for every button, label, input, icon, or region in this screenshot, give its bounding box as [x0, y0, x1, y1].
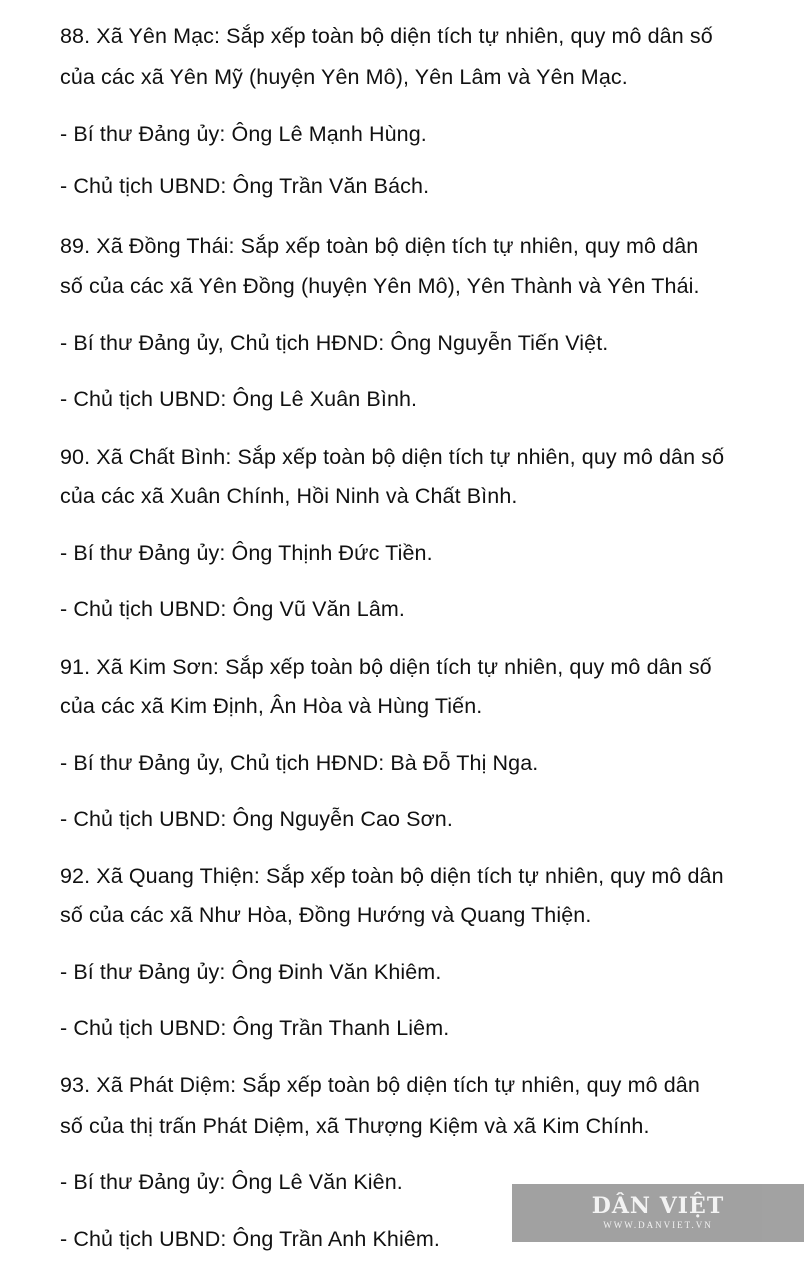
- text-line: của các xã Kim Định, Ân Hòa và Hùng Tiến.: [60, 694, 483, 718]
- text-line: - Chủ tịch UBND: Ông Lê Xuân Bình.: [60, 387, 418, 411]
- text-line: 92. Xã Quang Thiện: Sắp xếp toàn bộ diện tích tự nhiên, quy mô dân: [60, 864, 724, 888]
- text-line: - Chủ tịch UBND: Ông Vũ Văn Lâm.: [60, 597, 405, 621]
- text-line: 88. Xã Yên Mạc: Sắp xếp toàn bộ diện tích tự nhiên, quy mô dân số: [60, 24, 713, 48]
- text-line: - Chủ tịch UBND: Ông Nguyễn Cao Sơn.: [60, 807, 453, 831]
- text-line: số của các xã Yên Đồng (huyện Yên Mô), Yên Thành và Yên Thái.: [60, 274, 700, 298]
- text-line: của các xã Xuân Chính, Hồi Ninh và Chất Bình.: [60, 484, 518, 508]
- text-line: - Bí thư Đảng ủy, Chủ tịch HĐND: Ông Nguyễn Tiến Việt.: [60, 331, 609, 355]
- text-line: số của thị trấn Phát Diệm, xã Thượng Kiệm và xã Kim Chính.: [60, 1114, 650, 1138]
- watermark-url: WWW.DANVIET.VN: [603, 1220, 713, 1230]
- text-line: 91. Xã Kim Sơn: Sắp xếp toàn bộ diện tích tự nhiên, quy mô dân số: [60, 655, 712, 679]
- text-line: - Chủ tịch UBND: Ông Trần Văn Bách.: [60, 174, 430, 198]
- text-line: - Bí thư Đảng ủy: Ông Thịnh Đức Tiền.: [60, 541, 433, 565]
- text-line: 93. Xã Phát Diệm: Sắp xếp toàn bộ diện tích tự nhiên, quy mô dân: [60, 1073, 700, 1097]
- text-line: của các xã Yên Mỹ (huyện Yên Mô), Yên Lâm và Yên Mạc.: [60, 65, 628, 89]
- text-line: - Chủ tịch UBND: Ông Trần Thanh Liêm.: [60, 1016, 450, 1040]
- text-line: - Bí thư Đảng ủy, Chủ tịch HĐND: Bà Đỗ Thị Nga.: [60, 751, 539, 775]
- text-line: 89. Xã Đồng Thái: Sắp xếp toàn bộ diện tích tự nhiên, quy mô dân: [60, 234, 699, 258]
- watermark-brand: DÂN VIỆT: [591, 1193, 725, 1219]
- text-line: số của các xã Như Hòa, Đồng Hướng và Quang Thiện.: [60, 903, 592, 927]
- text-line: - Bí thư Đảng ủy: Ông Lê Mạnh Hùng.: [60, 122, 427, 146]
- text-line: - Bí thư Đảng ủy: Ông Lê Văn Kiên.: [60, 1170, 403, 1194]
- danviet-watermark: [512, 1184, 804, 1242]
- text-line: - Chủ tịch UBND: Ông Trần Anh Khiêm.: [60, 1227, 441, 1251]
- text-line: - Bí thư Đảng ủy: Ông Đinh Văn Khiêm.: [60, 960, 442, 984]
- text-line: 90. Xã Chất Bình: Sắp xếp toàn bộ diện tích tự nhiên, quy mô dân số: [60, 445, 725, 469]
